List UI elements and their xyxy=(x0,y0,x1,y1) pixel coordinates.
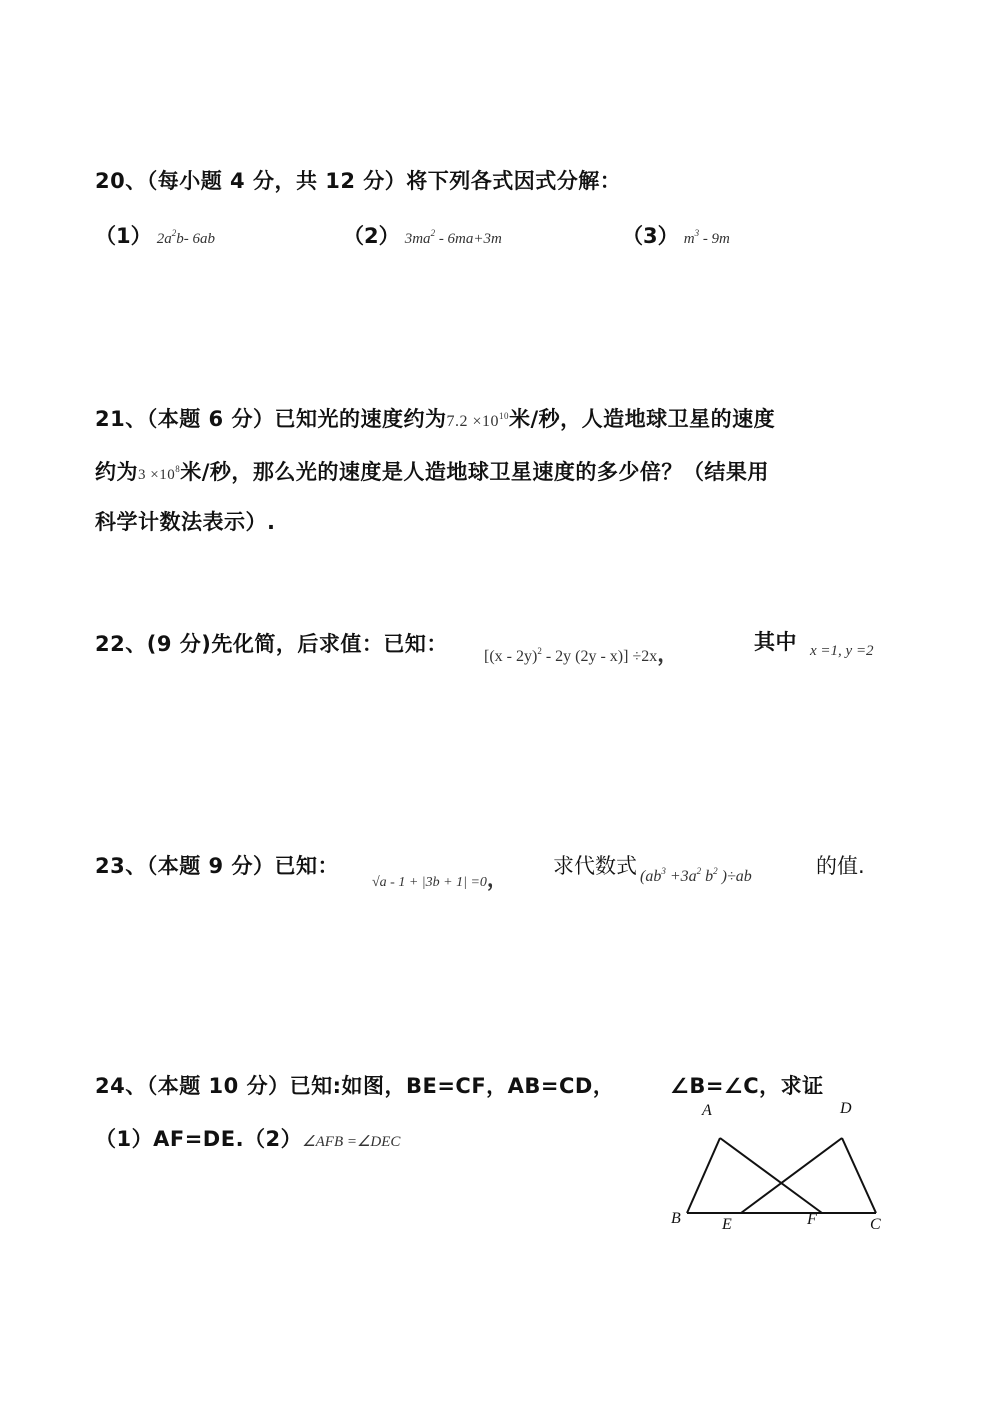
q20-part-2-expr: $3ma^2 - 6ma+3m$ xyxy=(404,228,502,247)
label-b: B xyxy=(671,1210,681,1227)
label-d: D xyxy=(840,1100,852,1117)
segment-ed xyxy=(741,1138,842,1213)
q21-line-3: 科学计数法表示）. xyxy=(95,510,276,534)
segment-ab xyxy=(687,1138,720,1213)
q20-header: 20、（每小题 4 分，共 12 分）将下列各式因式分解： xyxy=(95,169,622,193)
q23-find-label: 求代数式 xyxy=(553,854,637,878)
q21-line-2: 约为$3 \times 10^8$米/秒，那么光的速度是人造地球卫星速度的多少倍？（结果用 xyxy=(95,460,769,484)
q20-part-3 xyxy=(622,220,730,250)
label-c: C xyxy=(870,1216,881,1233)
q23-value-label: 的值. xyxy=(816,854,865,878)
q20-part-3-label: （3） xyxy=(622,224,679,248)
label-f: F xyxy=(807,1211,817,1228)
segment-af xyxy=(720,1138,822,1213)
q22-condition: x =1, y =2 xyxy=(810,643,874,659)
q20-part-3-expr: $m^3 - 9m$ xyxy=(683,228,730,247)
q20-part-2-label: （2） xyxy=(343,224,400,248)
q20-part-1-label: （1） xyxy=(95,224,152,248)
q24-line-1: 24、（本题 10 分）已知:如图，BE=CF，AB=CD， xyxy=(95,1074,615,1098)
q22-where-label: 其中 xyxy=(754,630,797,654)
q21-line-1: 21、（本题 6 分）已知光的速度约为$7.2 \times 10^{10}$米/秒，人造地球卫星的速度 xyxy=(95,407,776,431)
label-e: E xyxy=(722,1216,732,1233)
segment-dc xyxy=(842,1138,876,1213)
q20-part-2 xyxy=(343,220,502,250)
q20-part-1-expr: $2a^2b-$ 6ab xyxy=(156,228,215,247)
q22-expression: [(x - 2y)$^2$ - 2y (2y - x)] ÷2x， xyxy=(484,642,679,666)
q22-text: 22、(9 分)先化简，后求值：已知： xyxy=(95,632,448,656)
q24-line-2: （1）AF=DE.（2）∠AFB =∠DEC xyxy=(95,1127,401,1151)
q24-line-1-tail: ∠B=∠C，求证 xyxy=(670,1074,824,1098)
q23-expression: ($ab^3 +3a^2$ $b^2$ )÷ab xyxy=(640,866,752,885)
q23-text: 23、（本题 9 分）已知： xyxy=(95,854,339,878)
q20-part-1 xyxy=(95,220,215,250)
label-a: A xyxy=(702,1102,712,1119)
q23-condition: √a - 1 + |3b + 1| =0， xyxy=(372,867,509,891)
